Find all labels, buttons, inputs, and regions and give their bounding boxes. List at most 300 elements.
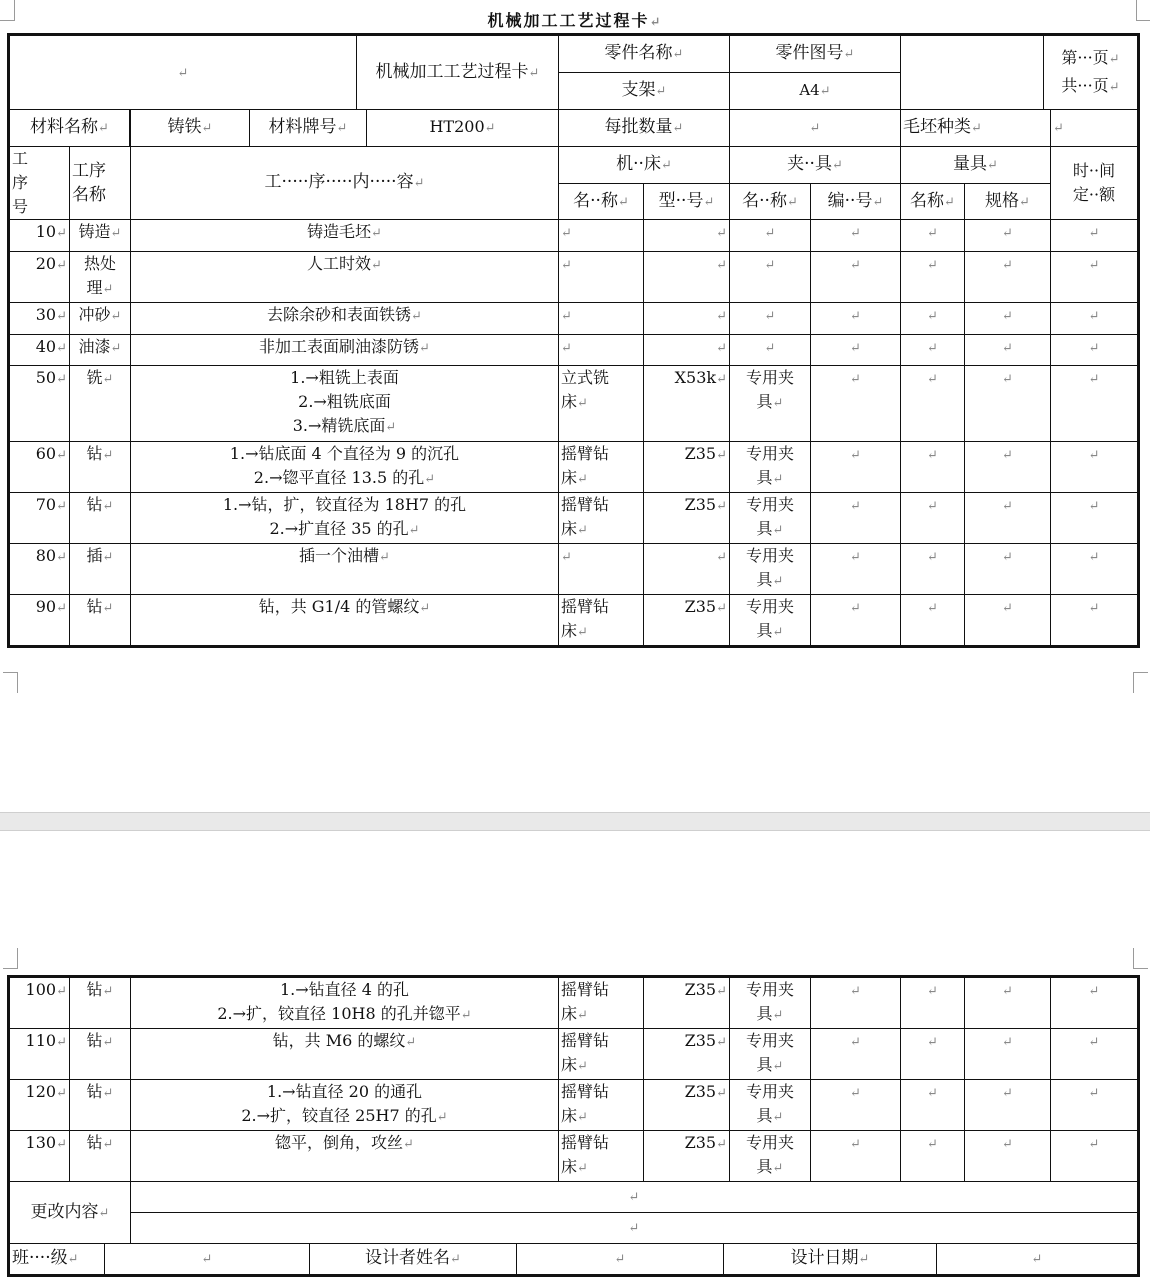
process-no [9,977,70,1029]
process-name [70,335,131,366]
process-row [9,442,1139,493]
paragraph-mark: ↵ [102,282,114,297]
col-fixture-no: 编··号↵ [811,184,901,220]
machine-model [644,977,730,1029]
machine-model-text: Z35 [684,1082,717,1101]
process-no-text: 130 [25,1133,57,1152]
paragraph-mark: ↵ [716,258,727,273]
fixture-name-text: 专用夹 具 [745,444,794,487]
material-grade-value: HT200↵ [429,117,496,136]
machine-model-text: X53k [674,368,717,387]
paragraph-mark: ↵ [850,341,861,356]
process-content-text: 插一个油槽 [299,546,380,565]
process-row [9,493,1139,544]
paragraph-mark: ↵ [927,984,938,999]
paragraph-mark: ↵ [1002,1137,1013,1152]
paragraph-mark: ↵ [56,1035,67,1050]
paragraph-mark: ↵ [385,420,397,435]
paragraph-mark: ↵ [577,472,588,487]
paragraph-mark: ↵ [371,258,382,273]
fixture-no [811,442,901,493]
paragraph-mark: ↵ [850,1086,861,1101]
paragraph-mark: ↵ [772,1008,784,1023]
process-row [9,977,1139,1029]
fixture-no [811,977,901,1029]
process-name-text: 钻 [86,444,103,463]
machine-model-text: Z35 [684,1031,717,1050]
process-no [9,252,70,303]
paragraph-mark: ↵ [102,601,114,616]
fixture-no [811,220,901,252]
paragraph-mark: ↵ [102,1035,114,1050]
process-no [9,1131,70,1182]
col-fixture: 夹··具↵ [730,147,901,184]
machine-model-text: Z35 [684,1133,717,1152]
paragraph-mark: ↵ [1088,1137,1100,1152]
fixture-name [730,335,811,366]
process-row [9,595,1139,647]
fixture-no [811,303,901,335]
machine-model-text: Z35 [684,495,717,514]
change-content-line-2: ↵ [131,1213,1139,1244]
material-grade-label: 材料牌号↵ [250,110,367,146]
paragraph-mark: ↵ [716,1137,727,1152]
paragraph-mark: ↵ [1088,372,1100,387]
fixture-name-text: 专用夹 具 [745,368,794,411]
process-name [70,544,131,595]
machine-name-text: 立式铣 床 [561,368,610,411]
fixture-name [730,220,811,252]
paragraph-mark: ↵ [1002,499,1013,514]
paragraph-mark: ↵ [716,984,727,999]
process-no [9,220,70,252]
paragraph-mark: ↵ [1002,226,1013,241]
process-name [70,1080,131,1131]
machine-name-text: 摇臂钻 床 [561,1082,610,1125]
fixture-no [811,595,901,647]
paragraph-mark: ↵ [577,1161,588,1176]
paragraph-mark: ↵ [850,984,861,999]
process-content-text: 1.→粗铣上表面 2.→粗铣底面 3.→精铣底面 [290,368,399,435]
machine-model [644,442,730,493]
gauge-name [901,1080,965,1131]
process-row [9,544,1139,595]
part-name-label: 零件名称↵ [559,35,730,73]
paragraph-mark: ↵ [110,309,122,324]
fixture-name [730,493,811,544]
process-name-text: 油漆 [78,337,111,356]
paragraph-mark: ↵ [436,1110,448,1125]
process-no [9,442,70,493]
paragraph-mark: ↵ [716,309,727,324]
paragraph-mark: ↵ [850,1035,861,1050]
document-title: 机械加工工艺过程卡↵ [487,11,663,30]
paragraph-mark: ↵ [56,258,67,273]
designer-value: ↵ [517,1244,724,1274]
paragraph-mark: ↵ [110,226,122,241]
gauge-name [901,366,965,442]
col-time-quota: 时··间 定··额 [1051,147,1139,220]
paragraph-mark: ↵ [56,499,67,514]
time-quota [1051,366,1139,442]
fixture-no [811,1080,901,1131]
process-content [131,595,559,647]
paragraph-mark: ↵ [772,1059,784,1074]
page-count-text: 第···页↵ 共···页↵ [1061,47,1120,95]
fixture-name-text: 专用夹 具 [745,1133,794,1176]
process-content [131,303,559,335]
designer-label: 设计者姓名↵ [310,1244,517,1274]
process-no [9,1029,70,1080]
machine-name-text: 摇臂钻 床 [561,597,610,640]
paragraph-mark: ↵ [561,226,572,241]
paragraph-mark: ↵ [56,1086,67,1101]
paragraph-mark: ↵ [419,341,430,356]
paragraph-mark: ↵ [716,1035,727,1050]
paragraph-mark: ↵ [850,499,861,514]
fixture-name-text: 专用夹 具 [745,1031,794,1074]
batch-qty-value: ↵ [730,110,901,147]
class-value: ↵ [105,1244,310,1274]
process-row [9,1131,1139,1182]
machine-model-text: Z35 [684,444,717,463]
process-no [9,544,70,595]
paragraph-mark: ↵ [102,448,114,463]
machine-model [644,1131,730,1182]
machine-model [644,1080,730,1131]
time-quota [1051,1080,1139,1131]
paragraph-mark: ↵ [405,1035,417,1050]
process-content [131,366,559,442]
paragraph-mark: ↵ [716,226,727,241]
gauge-spec [965,544,1051,595]
paragraph-mark: ↵ [1088,258,1100,273]
col-gauge-name: 名称↵ [901,184,965,220]
paragraph-mark: ↵ [56,601,67,616]
process-no-text: 120 [25,1082,57,1101]
process-name-text: 钻 [86,1031,103,1050]
gauge-spec [965,442,1051,493]
fixture-name [730,1029,811,1080]
fixture-no [811,366,901,442]
paragraph-mark: ↵ [927,601,938,616]
material-name-label: 材料名称↵ [10,110,130,146]
paragraph-mark: ↵ [764,226,776,241]
paragraph-mark: ↵ [56,372,67,387]
paragraph-mark: ↵ [927,309,938,324]
paragraph-mark: ↵ [1002,550,1013,565]
col-machine-model: 型··号↵ [644,184,730,220]
fixture-name-text: 专用夹 具 [745,1082,794,1125]
fixture-no [811,493,901,544]
process-no-text: 50 [35,368,57,387]
process-name [70,595,131,647]
gauge-name [901,252,965,303]
fixture-name [730,442,811,493]
fixture-name-text: 专用夹 具 [745,980,794,1023]
process-content [131,977,559,1029]
date-label: 设计日期↵ [724,1244,937,1274]
paragraph-mark: ↵ [1088,226,1100,241]
paragraph-mark: ↵ [102,499,114,514]
machine-name [559,303,644,335]
paragraph-mark: ↵ [927,550,938,565]
paragraph-mark: ↵ [56,341,67,356]
change-content-line-1: ↵ [131,1182,1139,1213]
machine-name-text: 摇臂钻 床 [561,980,610,1023]
paragraph-mark: ↵ [764,309,776,324]
sign-off-row [9,1244,1139,1276]
paragraph-mark: ↵ [772,1161,784,1176]
paragraph-mark: ↵ [561,309,572,324]
process-name [70,1131,131,1182]
time-quota [1051,335,1139,366]
process-content [131,252,559,303]
fixture-no [811,1029,901,1080]
paragraph-mark: ↵ [1088,341,1100,356]
process-name-text: 钻 [86,597,103,616]
paragraph-mark: ↵ [716,550,727,565]
process-no-text: 60 [35,444,57,463]
process-no-text: 70 [35,495,57,514]
process-no-text: 110 [25,1031,57,1050]
process-row [9,335,1139,366]
paragraph-mark: ↵ [577,625,588,640]
paragraph-mark: ↵ [56,984,67,999]
paragraph-mark: ↵ [1002,984,1013,999]
paragraph-mark: ↵ [561,550,572,565]
process-no-text: 20 [35,254,57,273]
class-label: 班····级↵ [10,1244,105,1274]
gauge-name [901,220,965,252]
time-quota [1051,493,1139,544]
gauge-spec [965,303,1051,335]
paragraph-mark: ↵ [850,601,861,616]
paragraph-mark: ↵ [102,984,114,999]
gauge-name [901,442,965,493]
paragraph-mark: ↵ [102,1137,114,1152]
process-no-text: 100 [25,980,57,999]
paragraph-mark: ↵ [1088,448,1100,463]
process-content-text: 1.→钻底面 4 个直径为 9 的沉孔 2.→锪平直径 13.5 的孔 [229,444,460,487]
paragraph-mark: ↵ [1088,984,1100,999]
paragraph-mark: ↵ [371,226,382,241]
paragraph-mark: ↵ [408,523,420,538]
fixture-name-text: 专用夹 具 [745,597,794,640]
process-no-text: 40 [35,337,57,356]
process-content-text: 1.→钻直径 4 的孔 2.→扩，铰直径 10H8 的孔并锪平 [217,980,461,1023]
drawing-no-extension [901,36,1044,109]
gauge-spec [965,1131,1051,1182]
paragraph-mark: ↵ [56,226,67,241]
gauge-spec [965,1029,1051,1080]
fixture-name [730,1080,811,1131]
process-content-text: 1.→钻，扩，铰直径为 18H7 的孔 2.→扩直径 35 的孔 [222,495,467,538]
paragraph-mark: ↵ [716,341,727,356]
time-quota [1051,977,1139,1029]
gauge-spec [965,493,1051,544]
machine-name [559,544,644,595]
paragraph-mark: ↵ [772,574,784,589]
machine-name [559,220,644,252]
process-content [131,442,559,493]
fixture-name [730,252,811,303]
process-name-text: 钻 [86,1082,103,1101]
paragraph-mark: ↵ [102,550,114,565]
paragraph-mark: ↵ [927,1137,938,1152]
gauge-spec [965,595,1051,647]
fixture-name [730,1131,811,1182]
fixture-name [730,595,811,647]
process-name-text: 铸造 [78,222,111,241]
paragraph-mark: ↵ [716,499,727,514]
machine-name [559,252,644,303]
gauge-spec [965,366,1051,442]
paragraph-mark: ↵ [561,341,572,356]
paragraph-mark: ↵ [56,309,67,324]
batch-qty-label: 每批数量↵ [604,117,684,137]
process-content [131,493,559,544]
gauge-name [901,977,965,1029]
crop-mark [1133,948,1148,969]
machine-name-text: 摇臂钻 床 [561,1031,610,1074]
process-no [9,493,70,544]
fixture-no [811,335,901,366]
paragraph-mark: ↵ [850,309,861,324]
paragraph-mark: ↵ [1088,499,1100,514]
process-name [70,442,131,493]
gauge-name [901,335,965,366]
process-name [70,252,131,303]
change-content-label: 更改内容↵ [9,1182,131,1244]
paragraph-mark: ↵ [927,499,938,514]
time-quota [1051,1131,1139,1182]
paragraph-mark: ↵ [1002,448,1013,463]
fixture-no [811,252,901,303]
drawing-no-label: 零件图号↵ [730,35,901,73]
process-name-text: 钻 [86,980,103,999]
gauge-name [901,493,965,544]
gauge-spec [965,335,1051,366]
material-name-value: 铸铁↵ [131,110,250,146]
paragraph-mark: ↵ [1088,1086,1100,1101]
crop-mark [3,672,18,693]
paragraph-mark: ↵ [1088,1035,1100,1050]
machine-name [559,977,644,1029]
paragraph-mark: ↵ [927,1086,938,1101]
process-content-text: 去除余砂和表面铁锈 [267,305,412,324]
process-card-table-page1 [7,33,1140,648]
paragraph-mark: ↵ [1088,601,1100,616]
paragraph-mark: ↵ [1002,372,1013,387]
paragraph-mark: ↵ [411,309,422,324]
paragraph-mark: ↵ [716,1086,727,1101]
date-value: ↵ [1031,1252,1043,1267]
paragraph-mark: ↵ [927,1035,938,1050]
paragraph-mark: ↵ [419,601,431,616]
col-machine-name: 名··称↵ [559,184,644,220]
paragraph-mark: ↵ [102,372,114,387]
paragraph-mark: ↵ [772,1110,784,1125]
machine-model [644,595,730,647]
paragraph-mark: ↵ [927,258,938,273]
process-row [9,303,1139,335]
machine-name [559,595,644,647]
machine-model [644,493,730,544]
header-blank-cell: ↵ [10,36,357,109]
card-title: 机械加工工艺过程卡↵ [375,61,540,82]
process-content-text: 锪平，倒角，攻丝 [275,1133,404,1152]
machine-name-text: 摇臂钻 床 [561,444,610,487]
paragraph-mark: ↵ [56,550,67,565]
machine-model [644,366,730,442]
process-content-text: 非加工表面刷油漆防锈 [259,337,420,356]
process-no-text: 30 [35,305,57,324]
fixture-no [811,1131,901,1182]
fixture-name [730,544,811,595]
paragraph-mark: ↵ [56,1137,67,1152]
process-name [70,220,131,252]
machine-name [559,442,644,493]
paragraph-mark: ↵ [716,601,727,616]
gauge-spec [965,252,1051,303]
process-no-text: 90 [35,597,57,616]
machine-name [559,1131,644,1182]
process-content [131,1029,559,1080]
paragraph-mark: ↵ [1088,309,1100,324]
paragraph-mark: ↵ [577,523,588,538]
process-content [131,220,559,252]
paragraph-mark: ↵ [927,448,938,463]
paragraph-mark: ↵ [1002,258,1013,273]
paragraph-mark: ↵ [772,396,784,411]
machine-model [644,1029,730,1080]
process-name-text: 钻 [86,1133,103,1152]
process-content [131,544,559,595]
machine-name [559,493,644,544]
machine-model-text: Z35 [684,597,717,616]
gauge-spec [965,977,1051,1029]
process-name [70,977,131,1029]
paragraph-mark: ↵ [850,448,861,463]
fixture-name [730,977,811,1029]
process-content-text: 钻，共 M6 的螺纹 [272,1031,406,1050]
paragraph-mark: ↵ [424,472,436,487]
paragraph-mark: ↵ [850,550,861,565]
col-seq-no: 工 序 号 [9,147,70,220]
paragraph-mark: ↵ [577,1008,588,1023]
time-quota [1051,252,1139,303]
machine-name-text: 摇臂钻 床 [561,495,610,538]
time-quota [1051,544,1139,595]
crop-mark [1133,672,1148,693]
paragraph-mark: ↵ [772,625,784,640]
paragraph-mark: ↵ [1002,341,1013,356]
process-name-text: 热处 理 [83,254,116,297]
paragraph-mark: ↵ [379,550,390,565]
col-gauge: 量具↵ [901,147,1051,184]
process-content-text: 钻，共 G1/4 的管螺纹 [258,597,420,616]
machine-name-text: 摇臂钻 床 [561,1133,610,1176]
time-quota [1051,303,1139,335]
process-row [9,366,1139,442]
process-content-text: 1.→钻直径 20 的通孔 2.→扩，铰直径 25H7 的孔 [241,1082,437,1125]
machine-model [644,252,730,303]
process-content-text: 铸造毛坯 [307,222,372,241]
machine-name [559,335,644,366]
paragraph-mark: ↵ [403,1137,414,1152]
process-name [70,493,131,544]
